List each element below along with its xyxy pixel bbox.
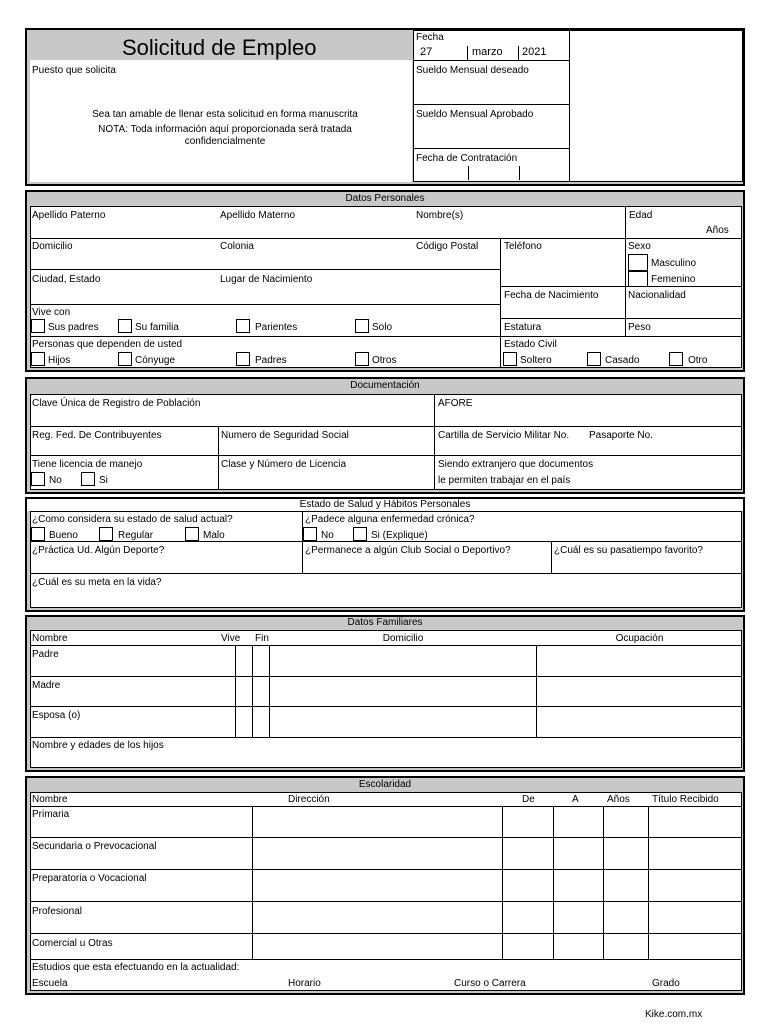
prep-label: Preparatoria o Vocacional xyxy=(32,873,147,884)
male-label: Masculino xyxy=(651,258,697,269)
form-title: Solicitud de Empleo xyxy=(122,35,317,60)
dep-others-checkbox[interactable] xyxy=(355,352,369,366)
married-checkbox[interactable] xyxy=(587,352,601,366)
single-checkbox[interactable] xyxy=(503,352,517,366)
female-label: Femenino xyxy=(651,274,696,285)
chronic-yes-checkbox[interactable] xyxy=(353,527,367,541)
hire-date-label: Fecha de Contratación xyxy=(416,153,518,164)
health-box xyxy=(30,511,742,608)
health-bad-checkbox[interactable] xyxy=(185,527,199,541)
current-grade-label: Grado xyxy=(652,978,680,989)
lives-family-label: Su familia xyxy=(135,322,179,333)
salary-approved-label: Sueldo Mensual Aprobado xyxy=(416,109,534,120)
license-label: Tiene licencia de manejo xyxy=(32,459,143,470)
club-question: ¿Permanece a algún Club Social o Deportivo? xyxy=(305,545,511,556)
chronic-question: ¿Padece alguna enfermedad crónica? xyxy=(305,514,475,525)
date-year[interactable]: 2021 xyxy=(522,46,547,58)
passport-label: Pasaporte No. xyxy=(589,430,653,441)
commercial-label: Comercial u Otras xyxy=(32,938,113,949)
edu-col-name: Nombre xyxy=(32,794,68,805)
last-name-2-label: Apellido Materno xyxy=(220,210,296,221)
instruction-line-1: Sea tan amable de llenar esta solicitud en forma manuscrita xyxy=(92,109,358,120)
family-col-alive: Vive xyxy=(221,633,241,644)
first-names-label: Nombre(s) xyxy=(416,210,464,221)
sport-question: ¿Práctica Ud. Algún Deporte? xyxy=(32,545,165,556)
license-yes-checkbox[interactable] xyxy=(81,472,95,486)
years-label: Años xyxy=(706,225,729,236)
neighborhood-label: Colonia xyxy=(220,241,254,252)
current-school-label: Escuela xyxy=(32,978,68,989)
header-left-box xyxy=(30,60,412,182)
family-col-name: Nombre xyxy=(32,633,68,644)
education-section-title: Escolaridad xyxy=(358,779,412,790)
lives-alone-checkbox[interactable] xyxy=(355,319,369,333)
last-name-1-label: Apellido Paterno xyxy=(32,210,106,221)
dependents-label: Personas que dependen de usted xyxy=(32,339,183,350)
afore-label: AFORE xyxy=(438,398,473,409)
health-good-label: Bueno xyxy=(49,530,78,541)
edu-col-address: Dirección xyxy=(288,794,330,805)
license-class-label: Clase y Número de Licencia xyxy=(221,459,347,470)
health-good-checkbox[interactable] xyxy=(31,527,45,541)
chronic-no-checkbox[interactable] xyxy=(303,527,317,541)
current-course-label: Curso o Carrera xyxy=(454,978,526,989)
dep-parents-label: Padres xyxy=(255,355,287,366)
dep-children-checkbox[interactable] xyxy=(31,352,45,366)
dep-spouse-label: Cónyuge xyxy=(135,355,176,366)
date-day[interactable]: 27 xyxy=(420,46,433,58)
foreigner-label-1: Siendo extranjero que documentos xyxy=(438,459,594,470)
current-schedule-label: Horario xyxy=(288,978,321,989)
birth-date-label: Fecha de Nacimiento xyxy=(504,290,599,301)
lives-relatives-checkbox[interactable] xyxy=(236,319,250,333)
health-section-title: Estado de Salud y Hábitos Personales xyxy=(27,499,743,511)
secondary-label: Secundaria o Prevocacional xyxy=(32,841,157,852)
lives-parents-label: Sus padres xyxy=(48,322,99,333)
position-label: Puesto que solicita xyxy=(32,65,116,76)
military-card-label: Cartilla de Servicio Militar No. xyxy=(438,430,570,441)
chronic-yes-label: Si (Explique) xyxy=(371,530,428,541)
dep-others-label: Otros xyxy=(372,355,397,366)
other-marital-label: Otro xyxy=(688,355,708,366)
spouse-label: Esposa (o) xyxy=(32,710,81,721)
current-studies-label: Estudios que esta efectuando en la actualidad: xyxy=(32,962,240,973)
city-state-label: Ciudad, Estado xyxy=(32,274,101,285)
personal-section-title: Datos Personales xyxy=(345,193,425,204)
marital-status-label: Estado Civil xyxy=(504,339,557,350)
primary-label: Primaria xyxy=(32,809,70,820)
foreigner-label-2: le permiten trabajar en el país xyxy=(438,475,571,486)
lives-family-checkbox[interactable] xyxy=(118,319,132,333)
male-checkbox[interactable] xyxy=(628,254,648,271)
children-label: Nombre y edades de los hijos xyxy=(32,740,164,751)
birthplace-label: Lugar de Nacimiento xyxy=(220,274,313,285)
other-marital-checkbox[interactable] xyxy=(669,352,683,366)
address-label: Domicilio xyxy=(32,241,73,252)
lives-with-label: Vive con xyxy=(32,307,71,318)
family-col-occupation: Ocupación xyxy=(615,633,664,644)
health-regular-label: Regular xyxy=(118,530,154,541)
dep-spouse-checkbox[interactable] xyxy=(118,352,132,366)
date-month[interactable]: marzo xyxy=(472,46,503,58)
date-label: Fecha xyxy=(416,32,444,43)
mother-label: Madre xyxy=(32,680,61,691)
footer-credit: Kike.com.mx xyxy=(645,1009,703,1020)
phone-label: Teléfono xyxy=(504,241,542,252)
lives-relatives-label: Parientes xyxy=(255,322,298,333)
dep-children-label: Hijos xyxy=(48,355,71,366)
curp-label: Clave Única de Registro de Población xyxy=(32,398,201,409)
nss-label: Numero de Seguridad Social xyxy=(221,430,349,441)
sex-label: Sexo xyxy=(628,241,651,252)
female-checkbox[interactable] xyxy=(628,271,648,287)
age-label: Edad xyxy=(629,210,653,221)
edu-col-from: De xyxy=(522,794,535,805)
license-yes-label: Si xyxy=(99,475,108,486)
family-section-title: Datos Familiares xyxy=(347,617,423,628)
health-regular-checkbox[interactable] xyxy=(99,527,113,541)
edu-col-years: Años xyxy=(607,794,630,805)
instruction-line-2: NOTA: Toda información aquí proporcionada será tratada xyxy=(98,124,352,135)
nationality-label: Nacionalidad xyxy=(628,290,686,301)
chronic-no-label: No xyxy=(321,530,334,541)
health-question: ¿Como considera su estado de salud actual? xyxy=(32,514,233,525)
edu-col-to: A xyxy=(572,794,579,805)
license-no-label: No xyxy=(49,475,62,486)
documentation-section-title: Documentación xyxy=(350,380,420,391)
hobby-question: ¿Cuál es su pasatiempo favorito? xyxy=(554,545,703,556)
license-no-checkbox[interactable] xyxy=(31,472,45,486)
edu-col-degree: Título Recibido xyxy=(652,794,719,805)
professional-label: Profesional xyxy=(32,906,83,917)
weight-label: Peso xyxy=(628,322,651,333)
family-col-address: Domicilio xyxy=(382,633,424,644)
health-bad-label: Malo xyxy=(203,530,225,541)
height-label: Estatura xyxy=(504,322,542,333)
father-label: Padre xyxy=(32,649,59,660)
goal-question: ¿Cuál es su meta en la vida? xyxy=(32,577,162,588)
married-label: Casado xyxy=(605,355,640,366)
family-col-deceased: Fin xyxy=(255,633,269,644)
rfc-label: Reg. Fed. De Contribuyentes xyxy=(32,430,162,441)
salary-desired-label: Sueldo Mensual deseado xyxy=(416,65,529,76)
lives-alone-label: Solo xyxy=(372,322,393,333)
single-label: Soltero xyxy=(520,355,552,366)
instruction-line-3: confidencialmente xyxy=(184,136,266,147)
postal-code-label: Código Postal xyxy=(416,241,479,252)
dep-parents-checkbox[interactable] xyxy=(236,352,250,366)
lives-parents-checkbox[interactable] xyxy=(31,319,45,333)
